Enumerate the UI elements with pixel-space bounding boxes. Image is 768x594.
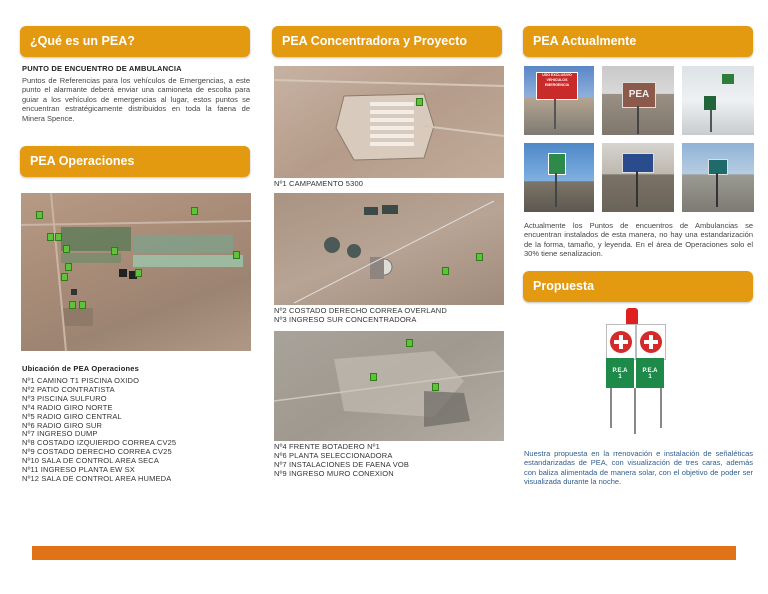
caption-line: Nº6 PLANTA SELECCIONADORA — [274, 450, 393, 460]
caption-line: Nº4 FRENTE BOTADERO Nº1 — [274, 442, 380, 451]
list-item: Nº6 RADIO GIRO SUR — [22, 420, 103, 430]
propuesta-paragraph: Nuestra propuesta en la rrenovación e instalación de señaléticas estandarizadas de PEA, con visualización de tres caras, además con baliza alimentada de manera solar, con el objetivo de poder ser visualizada durante la noche. — [524, 449, 753, 487]
photo-sign-blue — [602, 143, 674, 212]
caption-botadero — [274, 443, 409, 479]
operations-location-list — [22, 377, 176, 484]
list-item: Nº11 INGRESO PLANTA EW SX — [22, 465, 135, 475]
caption-line: Nº7 INSTALACIONES DE FAENA VOB — [274, 459, 410, 469]
section-header-pea-operaciones: PEA Operaciones — [20, 146, 250, 177]
map-marker — [442, 267, 449, 275]
list-item: Nº9 COSTADO DERECHO CORREA CV25 — [22, 447, 172, 457]
map-marker — [111, 247, 118, 255]
subtitle-punto-encuentro: PUNTO DE ENCUENTRO DE AMBULANCIA — [22, 64, 182, 73]
proposed-sign-illustration — [598, 308, 674, 440]
operations-map — [21, 193, 251, 351]
sign-number: 1 — [648, 374, 652, 380]
sign-pea-label: P.E.A — [642, 368, 658, 374]
red-cross-face-left — [606, 324, 636, 360]
list-item: Nº8 COSTADO IZQUIERDO CORREA CV25 — [22, 438, 177, 448]
red-cross-icon — [607, 325, 635, 359]
sign-number: 1 — [618, 374, 622, 380]
red-cross-icon — [637, 325, 665, 359]
green-face-right — [636, 358, 664, 388]
caption-line: Nº1 CAMPAMENTO 5300 — [274, 179, 364, 188]
campamento-map-graphic — [274, 66, 504, 178]
map-concentradora — [274, 193, 504, 305]
caption-line: Nº9 INGRESO MURO CONEXION — [274, 468, 394, 478]
map-marker — [233, 251, 240, 259]
map-marker — [432, 383, 439, 391]
map-marker — [47, 233, 54, 241]
list-item: Nº3 PISCINA SULFURO — [22, 393, 107, 403]
sign-uso-exclusivo: USO EXCLUSIVO VEHICULOS EMERGENCIA — [536, 72, 578, 100]
concentradora-map-graphic — [274, 193, 504, 305]
map-marker — [36, 211, 43, 219]
map-marker — [63, 245, 70, 253]
map-marker — [135, 269, 142, 277]
section-header-pea-concentradora: PEA Concentradora y Proyecto — [272, 26, 502, 57]
list-title-ubicacion: Ubicación de PEA Operaciones — [22, 364, 140, 373]
sign-pea-label: P.E.A — [612, 368, 628, 374]
map-marker — [416, 98, 423, 106]
photo-sign-green-2 — [682, 143, 754, 212]
map-botadero — [274, 331, 504, 441]
caption-campamento — [274, 180, 363, 189]
map-marker — [406, 339, 413, 347]
beacon-light-icon — [626, 308, 638, 324]
photo-sign-green-1 — [524, 143, 594, 212]
list-item: Nº10 SALA DE CONTROL AREA SECA — [22, 456, 160, 466]
green-face-left — [606, 358, 634, 388]
list-item: Nº4 RADIO GIRO NORTE — [22, 402, 113, 412]
map-marker — [79, 301, 86, 309]
photo-sign-pea — [602, 66, 674, 135]
caption-line: Nº3 INGRESO SUR CONCENTRADORA — [274, 314, 417, 324]
map-marker — [65, 263, 72, 271]
caption-line: Nº2 COSTADO DERECHO CORREA OVERLAND — [274, 306, 447, 315]
intro-paragraph: Puntos de Referencias para los vehículos de Emergencias, a este punto el alarmante deberá enviar una camioneta de escolta para guiar a los vehículos de emergencias al lugar, estos puntos se encuentran estratégicamente distribuidos en toda la faena de Minera Spence. — [22, 76, 250, 123]
actualmente-paragraph: Actualmente los Puntos de encuentros de Ambulancias se encuentran instalados de esta manera, no hay una estandarización de la forma, tamaño, y leyenda. En el área de Operaciones solo el 30% tiene senalizacion. — [524, 221, 753, 259]
map-marker — [61, 273, 68, 281]
list-item: Nº2 PATIO CONTRATISTA — [22, 384, 115, 394]
footer-bar — [32, 546, 736, 560]
map-marker — [69, 301, 76, 309]
list-item: Nº1 CAMINO T1 PISCINA OXIDO — [22, 376, 140, 385]
list-item: Nº5 RADIO GIRO CENTRAL — [22, 411, 122, 421]
list-item: Nº7 INGRESO DUMP — [22, 429, 98, 439]
map-marker — [476, 253, 483, 261]
map-campamento — [274, 66, 504, 178]
list-item: Nº12 SALA DE CONTROL AREA HUMEDA — [22, 473, 172, 483]
red-cross-face-right — [636, 324, 666, 360]
section-header-que-es-pea: ¿Qué es un PEA? — [20, 26, 250, 57]
photo-sign-uso-exclusivo — [524, 66, 594, 135]
sign-pea-text: PEA — [622, 82, 656, 108]
caption-concentradora — [274, 307, 447, 325]
botadero-map-graphic — [274, 331, 504, 441]
map-marker — [55, 233, 62, 241]
section-header-propuesta: Propuesta — [523, 271, 753, 302]
section-header-pea-actualmente: PEA Actualmente — [523, 26, 753, 57]
photo-sign-snow — [682, 66, 754, 135]
map-marker — [370, 373, 377, 381]
map-marker — [191, 207, 198, 215]
